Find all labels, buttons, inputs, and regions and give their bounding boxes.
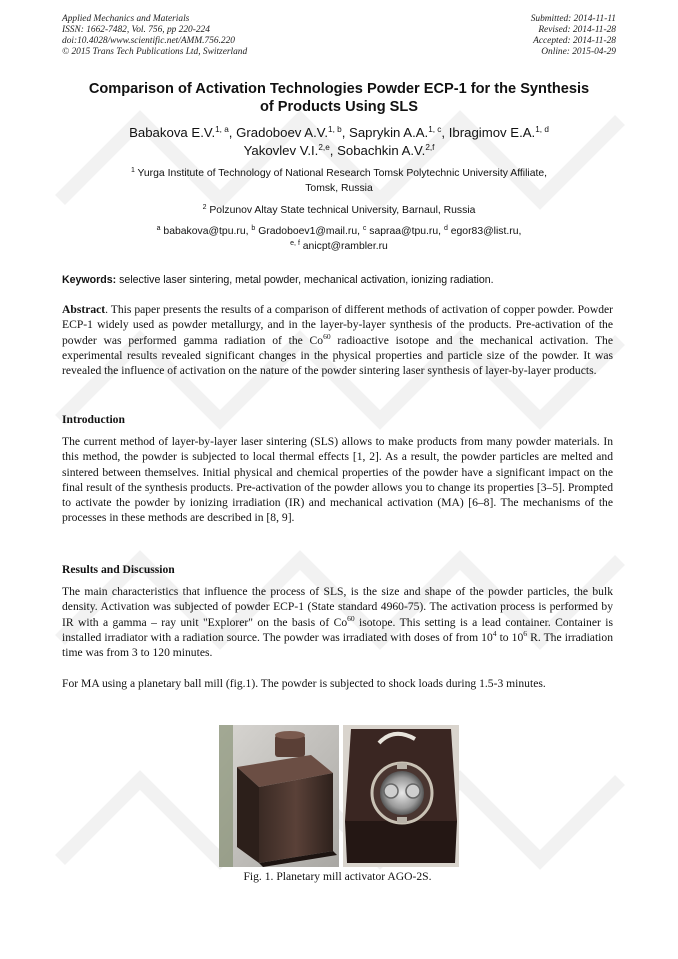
- keywords: [62, 273, 622, 287]
- revised-date: Revised: 2014-11-28: [538, 25, 616, 35]
- author-name: Babakova E.V.: [129, 125, 216, 140]
- email-link[interactable]: babakova@tpu.ru,: [163, 226, 249, 237]
- author-list: Babakova E.V.$^{1, a}$, Gradoboev A.V.$^{1, b}$, Saprykin A.A.$^{1, c}$, Ibragimov E.A.$^{1, d}$ Yakovlev V.I.$^{2,e}$, Sobachkin A.V.$^{2,f}$: [129, 125, 549, 158]
- author-affil: 1, a: [215, 125, 229, 134]
- author-affil: 1, d: [535, 125, 549, 134]
- author-name: Yakovlev V.I.: [243, 143, 319, 158]
- paper-title: [50, 80, 628, 116]
- abstract: Abstract. This paper presents the results of a comparison of different methods of activation of copper powder. Powder ECP-1 widely used as powder metallurgy, and in the layer-by-layer synthesis of the products. Pre-activation of the powder was performed gamma radiation of the Co$^{60}$ radioactive isotope and the mechanical activation. The experimental results revealed significant changes in the physical properties and particle size of the powder. It was revealed the influence of activation on the nature of the powder sintering laser synthesis of layer-by-layer products.: [62, 303, 613, 378]
- author-name: Sobachkin A.V.: [337, 143, 426, 158]
- author-affil: 2,f: [425, 143, 435, 152]
- journal-name: Applied Mechanics and Materials: [62, 14, 190, 24]
- accepted-date: Accepted: 2014-11-28: [533, 36, 616, 46]
- author-name: Gradoboev A.V.: [236, 125, 329, 140]
- online-date: Online: 2015-04-29: [541, 47, 616, 57]
- author-name: Saprykin A.A.: [349, 125, 429, 140]
- keywords-label: Keywords:: [62, 274, 117, 286]
- issn-line: ISSN: 1662-7482, Vol. 756, pp 220-224: [62, 25, 210, 35]
- figure-caption: Fig. 1. Planetary mill activator AGO-2S.: [243, 870, 432, 883]
- email-link[interactable]: sapraa@tpu.ru,: [369, 226, 442, 237]
- email-link[interactable]: egor83@list.ru,: [450, 226, 522, 237]
- author-affil: 2,e: [318, 143, 330, 152]
- title-line-2: of Products Using SLS: [259, 99, 419, 115]
- author-name: Ibragimov E.A.: [448, 125, 536, 140]
- email-link[interactable]: anicpt@rambler.ru: [302, 241, 388, 252]
- results-paragraph-1: The main characteristics that influence the process of SLS, is the size and shape of the powder particles, the bulk density. Activation was subjected of powder ECP-1 (State standard 4960-75). The activation process is performed by IR with a gamma – ray unit "Explorer" on the basis of Co$^{60}$ isotope. This setting is a lead container. Container is installed irradiator with a radiation source. The powder was irradiated with doses of from $10^4$ to $10^6$ R. The irradiation time was from 3 to 120 minutes.: [62, 585, 613, 660]
- dates-info: [531, 14, 616, 58]
- results-paragraph-2: For MA using a planetary ball mill (fig.1). The powder is subjected to shock loads during 1.5-3 minutes.: [62, 677, 546, 690]
- keywords-text: selective laser sintering, metal powder, mechanical activation, ionizing radiation.: [119, 274, 494, 286]
- submitted-date: Submitted: 2014-11-11: [530, 14, 616, 24]
- email-link[interactable]: Gradoboev1@mail.ru,: [258, 226, 360, 237]
- author-affil: 1, c: [428, 125, 442, 134]
- introduction-paragraph: The current method of layer-by-layer laser sintering (SLS) allows to make products from many powder materials. In this method, the powder is subjected to local thermal effects [1, 2]. As a result, the powder particles are melted and sintered between themselves. Initial physical and chemical properties of the powder have a significant impact on the final result of the synthesis products. Pre-activation of the powder allows you to change its properties [3–5]. Prompted to activate the powder by ionizing irradiation (IR) and mechanical activation (MA) [6–8]. The mechanisms of the processes in these methods are described in [8, 9].: [62, 435, 613, 525]
- mill-body-left: [259, 773, 333, 863]
- section-heading-results: Results and Discussion: [62, 563, 175, 576]
- copyright-line: © 2015 Trans Tech Publications Ltd, Switzerland: [62, 47, 248, 57]
- doi-line: doi:10.4028/www.scientific.net/AMM.756.220: [62, 36, 235, 46]
- abstract-label: Abstract: [62, 303, 106, 316]
- title-line-1: Comparison of Activation Technologies Powder ECP-1 for the Synthesis: [88, 81, 590, 97]
- figure-planetary-mill: [219, 725, 459, 867]
- journal-info: [62, 14, 247, 58]
- author-affil: 1, b: [328, 125, 342, 134]
- email-list: $^a$ babakova@tpu.ru, $^b$ Gradoboev1@mail.ru, $^c$ sapraa@tpu.ru, $^d$ egor83@list.ru, $^{e, f}$ anicpt@rambler.ru: [156, 225, 522, 252]
- affiliation-1: $^1$ Yurga Institute of Technology of National Research Tomsk Polytechnic University Affiliate, Tomsk, Russia: [130, 167, 548, 194]
- section-heading-introduction: Introduction: [62, 413, 125, 426]
- mill-body-right: [345, 821, 457, 863]
- affiliation-2: $^2$ Polzunov Altay State technical University, Barnaul, Russia: [202, 204, 476, 216]
